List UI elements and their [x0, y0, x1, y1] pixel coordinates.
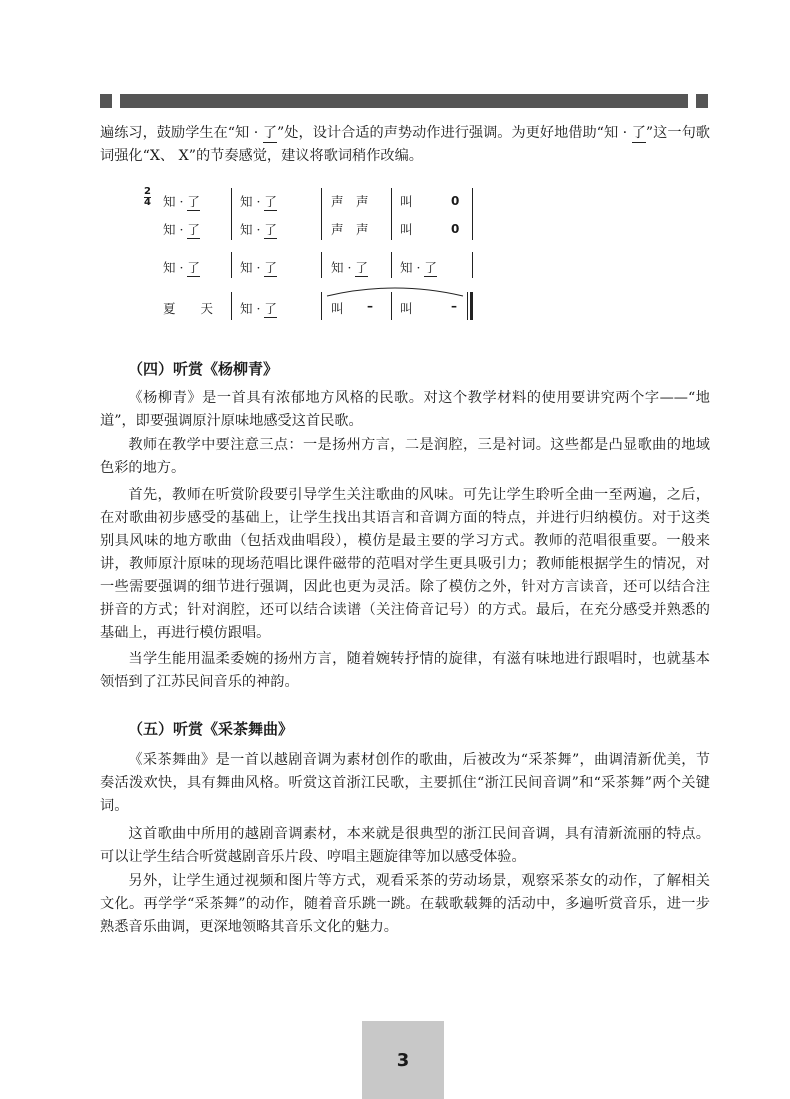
score-row4-m1: 夏 天: [163, 301, 214, 316]
score-row1-m4: 叫: [400, 194, 413, 209]
barline: [391, 252, 392, 278]
score-row4-m4-dash: –: [451, 299, 457, 313]
barline: [231, 292, 232, 320]
section4-paragraph-4: 当学生能用温柔委婉的扬州方言，随着婉转抒情的旋律，有滋有味地进行跟唱时，也就基本领悟到了江苏民间音乐的神韵。: [100, 651, 710, 690]
barline: [391, 292, 392, 320]
score-row3-m3: 知 · 了: [331, 260, 368, 275]
score-row3-m1: 知 · 了: [163, 260, 200, 275]
score-row2-m2: 知 · 了: [240, 222, 277, 237]
section4-heading: （四）听赏《杨柳青》: [128, 360, 279, 378]
header-bar-left: [100, 94, 112, 108]
score-row4-m3-dash: –: [367, 299, 373, 313]
section5-paragraph-1: 《采茶舞曲》是一首以越剧音调为素材创作的歌曲，后被改为“采茶舞”，曲调清新优美，节奏活泼欢快，具有舞曲风格。听赏这首浙江民歌，主要抓住“浙江民间音调”和“采茶舞”两个关键词。: [100, 752, 710, 814]
score-row2-m4: 叫: [400, 222, 413, 237]
time-signature: 2 4: [144, 186, 151, 208]
barline: [321, 188, 322, 240]
score-row4-m3: 叫: [331, 301, 344, 316]
final-barline-thick: [470, 292, 473, 320]
section4-paragraph-2: 教师在教学中要注意三点：一是扬州方言，二是润腔，三是衬词。这些都是凸显歌曲的地域色彩的地方。: [100, 437, 710, 476]
barline: [231, 188, 232, 240]
score-row3-m2: 知 · 了: [240, 260, 277, 275]
barline: [472, 188, 473, 240]
intro-paragraph: 遍练习，鼓励学生在“知 · 了”处，设计合适的声势动作进行强调。为更好地借助“知 · 了”这一句歌词强化“X、 X”的节奏感觉，建议将歌词稍作改编。: [100, 125, 710, 164]
score-row2-m3: 声 声: [331, 222, 369, 237]
score-row2-rest: 0: [451, 222, 460, 236]
header-bar-right: [696, 94, 708, 108]
section4-paragraph-1: 《杨柳青》是一首具有浓郁地方风格的民歌。对这个教学材料的使用要讲究两个字——“地道”，即要强调原汁原味地感受这首民歌。: [100, 390, 710, 429]
barline: [321, 292, 322, 320]
score-row3-m4: 知 · 了: [400, 260, 437, 275]
score-row1-m1: 知 · 了: [163, 194, 200, 209]
section5-paragraph-3: 另外，让学生通过视频和图片等方式，观看采茶的劳动场景，观察采茶女的动作，了解相关文化。再学学“采茶舞”的动作，随着音乐跳一跳。在载歌载舞的活动中，多遍听赏音乐，进一步熟悉音乐曲调，更深地领略其音乐文化的魅力。: [100, 873, 710, 935]
score-row1-rest: 0: [451, 194, 460, 208]
final-barline-thin: [467, 292, 468, 320]
header-bar-main: [120, 94, 688, 108]
score-row1-m2: 知 · 了: [240, 194, 277, 209]
lyrics-score: [135, 182, 495, 332]
section4-paragraph-3: 首先，教师在听赏阶段要引导学生关注歌曲的风味。可先让学生聆听全曲一至两遍，之后，在对歌曲初步感受的基础上，让学生找出其语言和音调方面的特点，并进行归纳模仿。对于这类别具风味的地方歌曲（包括戏曲唱段），模仿是最主要的学习方式。教师的范唱很重要。一般来讲，教师原汁原味的现场范唱比课件磁带的范唱对学生更具吸引力；教师能根据学生的情况，对一些需要强调的细节进行强调，因此也更为灵活。除了模仿之外，针对方言读音，还可以结合注拼音的方式；针对润腔，还可以结合读谱（关注倚音记号）的方式。最后，在充分感受并熟悉的基础上，再进行模仿跟唱。: [100, 487, 710, 641]
score-row1-m3: 声 声: [331, 194, 369, 209]
barline: [391, 188, 392, 240]
slur: [325, 284, 465, 298]
section5-heading: （五）听赏《采茶舞曲》: [128, 720, 294, 738]
score-row4-m4: 叫: [400, 301, 413, 316]
barline: [472, 252, 473, 278]
score-row2-m1: 知 · 了: [163, 222, 200, 237]
page-number: 3: [362, 1021, 444, 1099]
section5-paragraph-2: 这首歌曲中所用的越剧音调素材，本来就是很典型的浙江民间音调，具有清新流丽的特点。可以让学生结合听赏越剧音乐片段、哼唱主题旋律等加以感受体验。: [100, 826, 710, 865]
barline: [321, 252, 322, 278]
score-row4-m2: 知 · 了: [240, 301, 277, 316]
barline: [231, 252, 232, 278]
